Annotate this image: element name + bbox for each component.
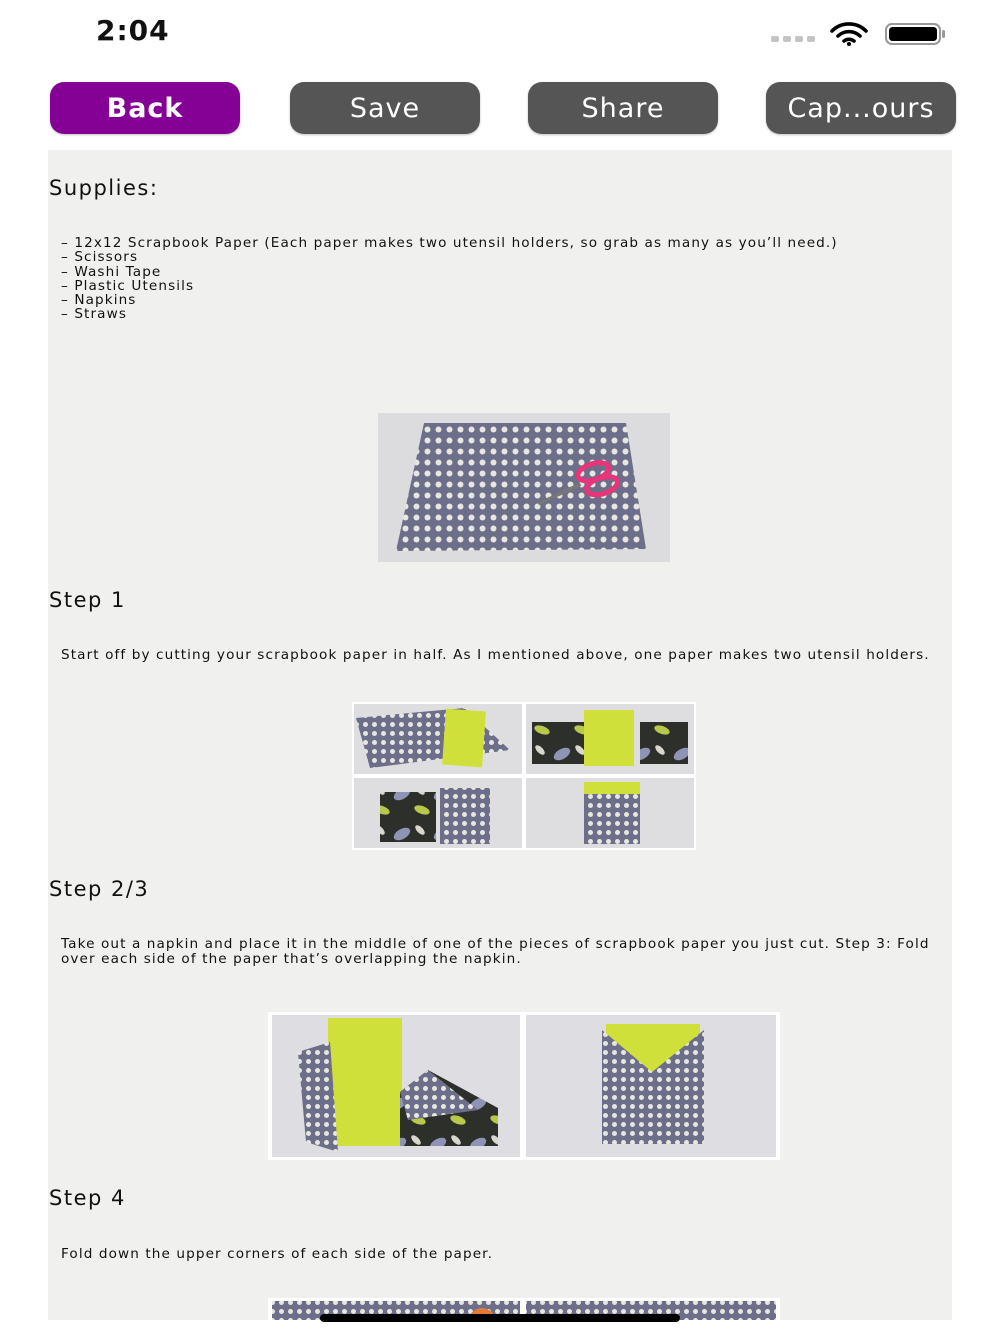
list-item: – 12x12 Scrapbook Paper (Each paper makes two utensil holders, so grab as many as you’ll need.) bbox=[61, 235, 838, 251]
status-time: 2:04 bbox=[96, 14, 170, 47]
back-button[interactable]: Back bbox=[50, 82, 240, 134]
toolbar bbox=[0, 80, 1000, 136]
list-item: – Scissors bbox=[61, 249, 139, 266]
step23-photo bbox=[268, 1012, 780, 1160]
status-bar bbox=[0, 0, 1000, 66]
article-content[interactable] bbox=[48, 150, 952, 1320]
step1-photo bbox=[352, 702, 696, 850]
step4-heading: Step 4 bbox=[49, 1186, 126, 1210]
home-indicator[interactable] bbox=[320, 1314, 680, 1322]
step23-text: Take out a napkin and place it in the middle of one of the pieces of scrapbook paper you just cut. Step 3: Fold over each side of the paper that’s overlapping the napkin. bbox=[61, 936, 930, 967]
signal-icon bbox=[771, 36, 817, 42]
list-item: – Straws bbox=[61, 306, 127, 323]
list-item: – Plastic Utensils bbox=[61, 277, 195, 294]
list-item: – Napkins bbox=[61, 292, 137, 309]
wifi-icon bbox=[830, 22, 868, 46]
supplies-heading: Supplies: bbox=[49, 176, 159, 200]
capture-colours-button[interactable]: Cap...ours bbox=[766, 82, 956, 134]
step23-heading: Step 2/3 bbox=[49, 877, 150, 901]
share-button[interactable]: Share bbox=[528, 82, 718, 134]
step4-text: Fold down the upper corners of each side of the paper. bbox=[61, 1246, 494, 1262]
step1-heading: Step 1 bbox=[49, 588, 126, 612]
step1-text: Start off by cutting your scrapbook paper in half. As I mentioned above, one paper makes two utensil holders. bbox=[61, 647, 930, 663]
supplies-list bbox=[61, 236, 941, 322]
battery-icon bbox=[885, 22, 947, 46]
save-button[interactable]: Save bbox=[290, 82, 480, 134]
supplies-photo bbox=[378, 413, 670, 562]
list-item: – Washi Tape bbox=[61, 263, 162, 280]
